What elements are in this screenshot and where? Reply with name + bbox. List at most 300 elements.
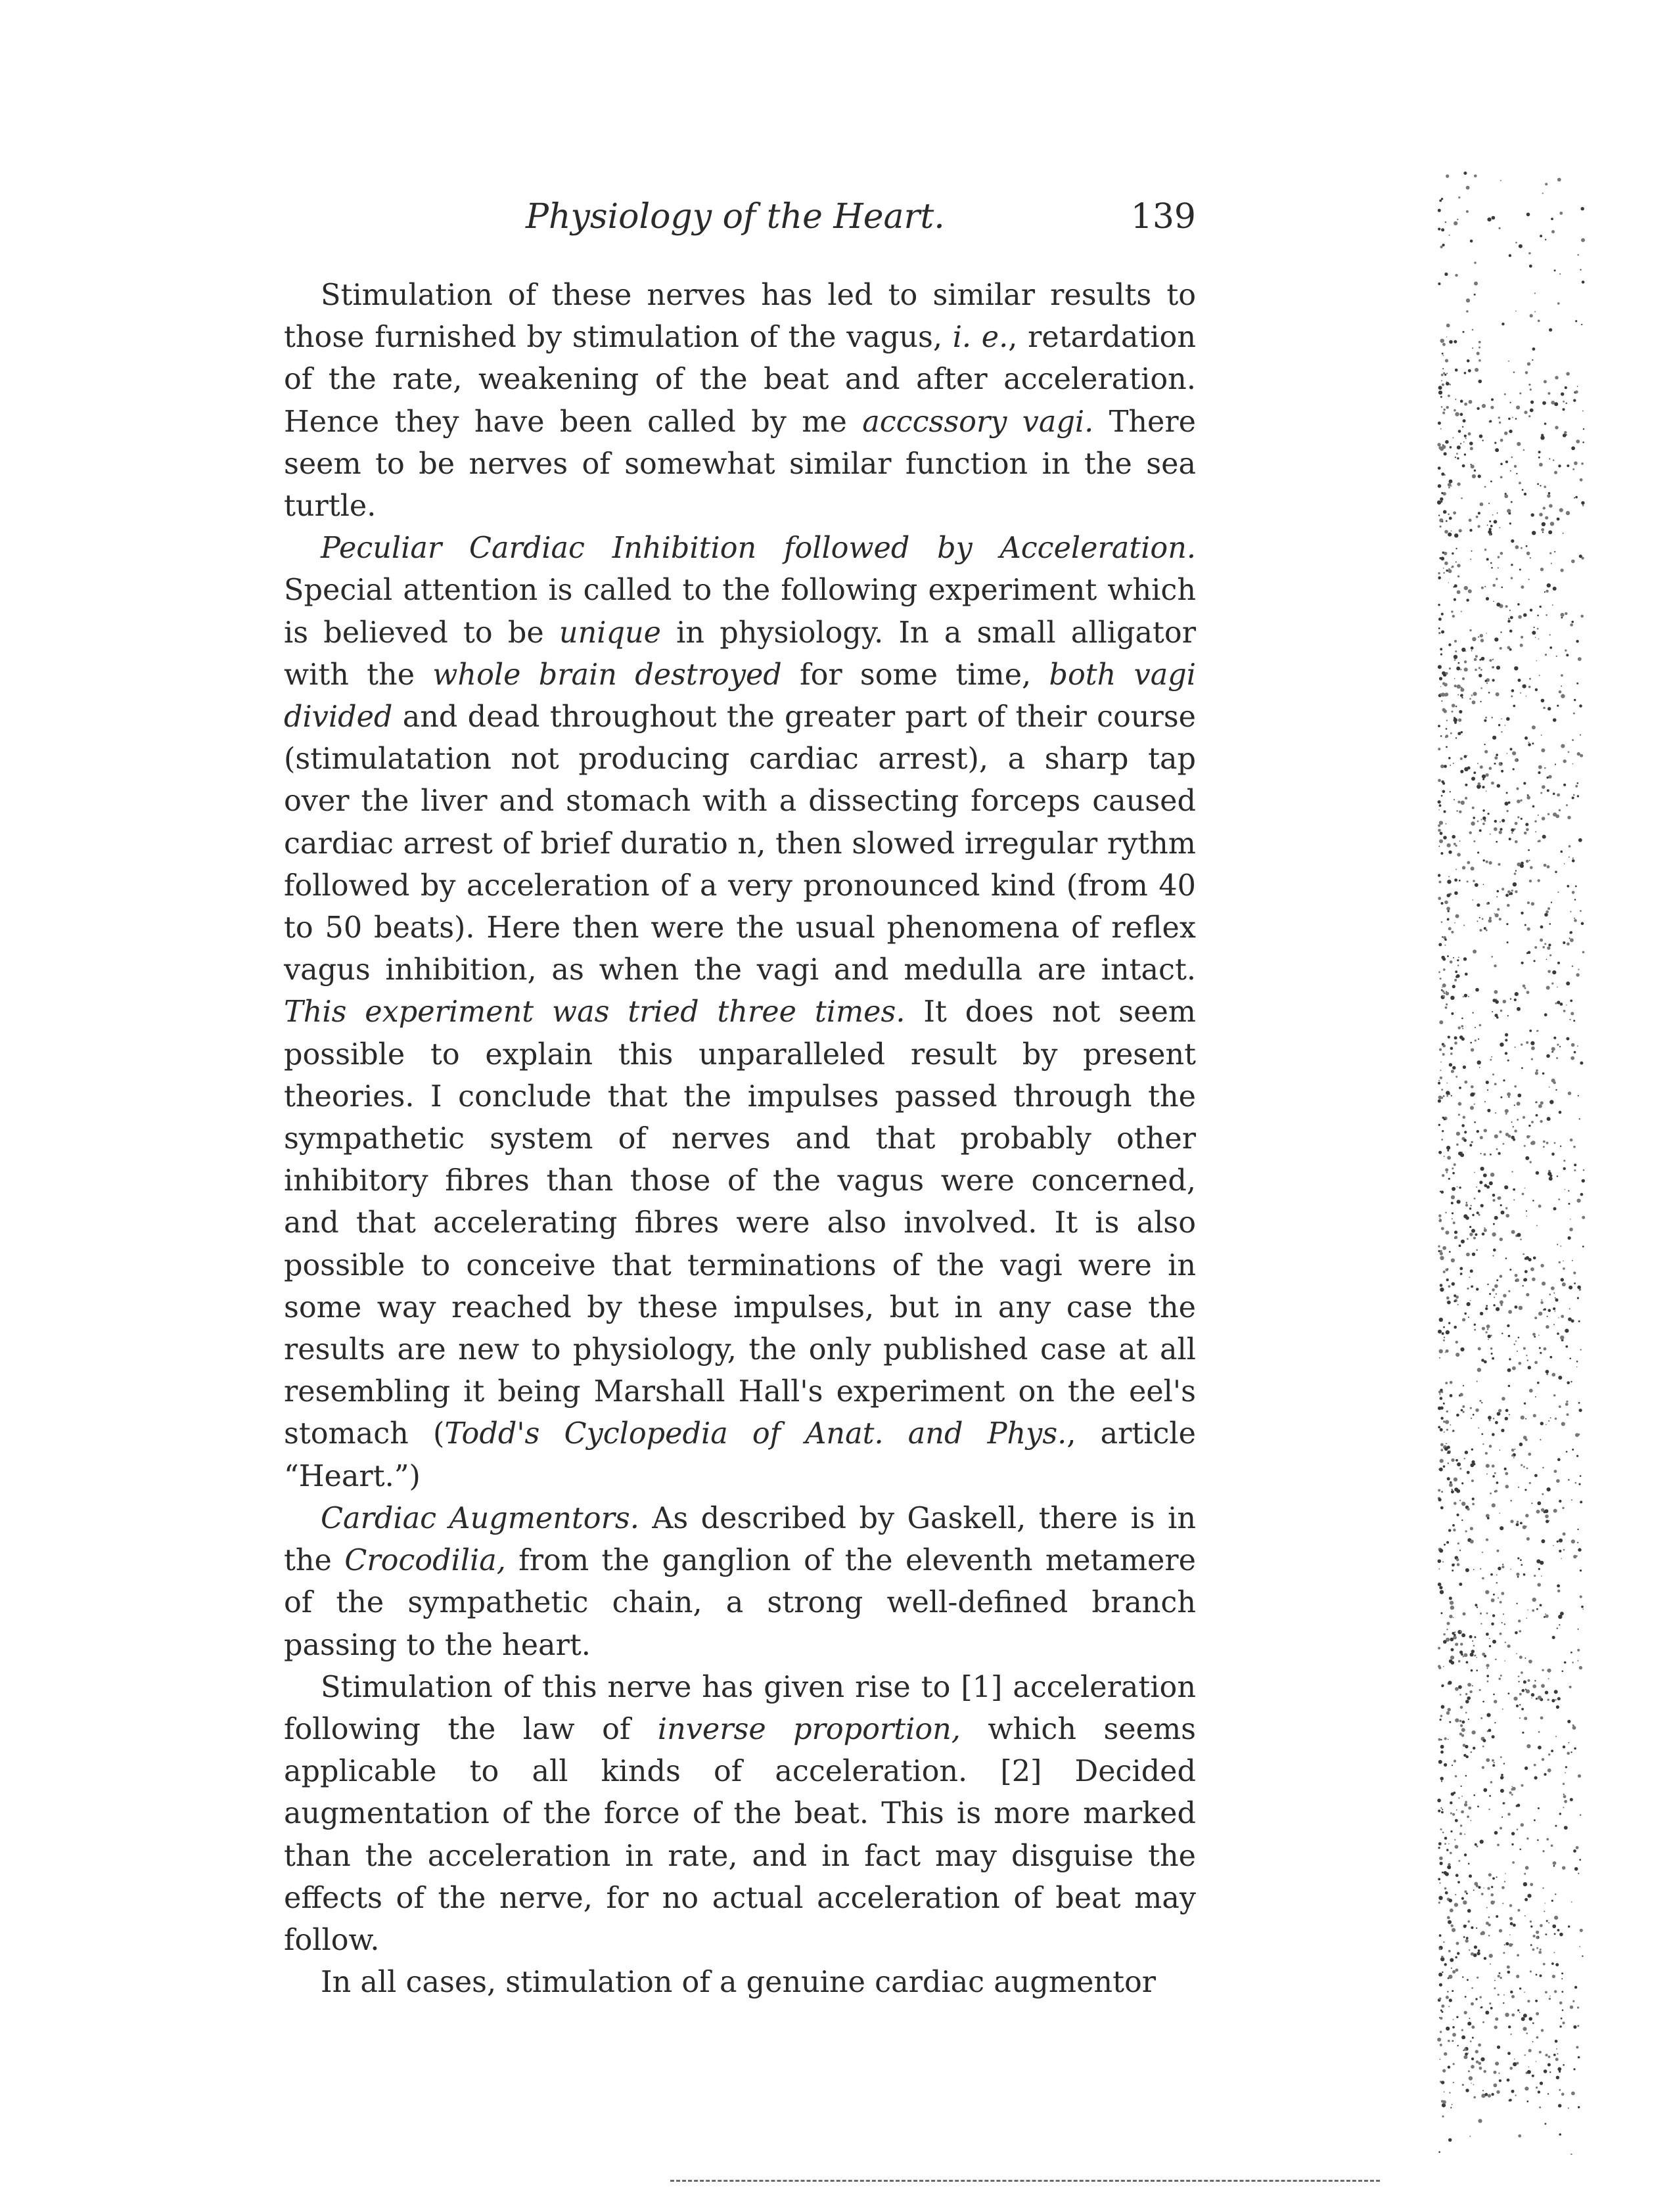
scan-speck bbox=[1446, 1996, 1449, 1999]
scan-speck bbox=[1560, 1336, 1564, 1340]
scan-speck bbox=[1442, 368, 1444, 369]
scan-speck bbox=[1469, 529, 1472, 531]
scan-speck bbox=[1450, 960, 1453, 964]
scan-speck bbox=[1506, 923, 1508, 925]
scan-speck bbox=[1480, 503, 1484, 507]
scan-speck bbox=[1486, 790, 1487, 792]
scan-speck bbox=[1508, 361, 1509, 362]
scan-speck bbox=[1465, 784, 1467, 786]
scan-speck bbox=[1450, 2107, 1452, 2108]
scan-speck bbox=[1478, 341, 1481, 344]
scan-speck bbox=[1439, 840, 1443, 844]
scan-speck bbox=[1488, 1873, 1492, 1876]
scan-speck bbox=[1530, 866, 1533, 869]
scan-speck bbox=[1489, 1181, 1493, 1185]
scan-speck bbox=[1478, 1039, 1479, 1040]
scan-speck bbox=[1523, 1116, 1525, 1119]
scan-speck bbox=[1575, 320, 1577, 322]
scan-speck bbox=[1462, 2084, 1464, 2086]
scan-speck bbox=[1471, 650, 1473, 652]
scan-speck bbox=[1502, 1709, 1503, 1710]
scan-speck bbox=[1486, 633, 1487, 634]
scan-speck bbox=[1520, 800, 1522, 801]
scan-speck bbox=[1463, 1116, 1465, 1119]
scan-speck bbox=[1448, 876, 1450, 877]
scan-speck bbox=[1496, 602, 1500, 606]
scan-speck bbox=[1570, 1056, 1574, 1060]
scan-speck bbox=[1482, 1766, 1484, 1769]
scan-speck bbox=[1452, 1218, 1453, 1219]
scan-speck bbox=[1483, 884, 1484, 885]
scan-speck bbox=[1476, 1186, 1477, 1188]
scan-speck bbox=[1523, 1681, 1526, 1684]
scan-speck bbox=[1505, 461, 1508, 463]
scan-speck bbox=[1438, 1245, 1440, 1247]
scan-speck bbox=[1468, 432, 1471, 436]
scan-speck bbox=[1438, 1583, 1442, 1587]
scan-speck bbox=[1438, 1099, 1441, 1102]
scan-speck bbox=[1491, 1623, 1494, 1626]
scan-speck bbox=[1499, 830, 1502, 834]
scan-speck bbox=[1471, 1926, 1473, 1929]
scan-speck bbox=[1446, 175, 1449, 178]
scan-speck bbox=[1490, 1493, 1492, 1495]
scan-speck bbox=[1445, 1891, 1448, 1895]
scan-speck bbox=[1564, 1826, 1568, 1830]
scan-speck bbox=[1559, 1624, 1560, 1625]
scan-speck bbox=[1526, 952, 1528, 954]
scan-speck bbox=[1539, 1347, 1541, 1349]
scan-speck bbox=[1529, 1029, 1532, 1032]
scan-speck bbox=[1488, 530, 1492, 534]
scan-speck bbox=[1472, 1253, 1475, 1256]
scan-speck bbox=[1486, 683, 1488, 684]
scan-speck bbox=[1547, 707, 1551, 710]
scan-speck bbox=[1446, 1083, 1448, 1084]
scan-speck bbox=[1478, 782, 1481, 786]
scan-speck bbox=[1444, 1763, 1447, 1767]
scan-speck bbox=[1440, 1777, 1444, 1780]
scan-speck bbox=[1447, 918, 1450, 920]
scan-speck bbox=[1552, 970, 1556, 974]
scan-speck bbox=[1487, 525, 1488, 526]
scan-speck bbox=[1582, 411, 1584, 412]
scan-speck bbox=[1454, 1294, 1456, 1297]
scan-speck bbox=[1503, 1614, 1504, 1615]
scan-speck bbox=[1492, 1073, 1494, 1075]
scan-speck bbox=[1443, 968, 1446, 971]
scan-speck bbox=[1472, 1730, 1476, 1734]
scan-speck bbox=[1492, 736, 1496, 740]
scan-speck bbox=[1525, 1514, 1528, 1517]
scan-speck bbox=[1474, 1329, 1476, 1331]
scan-speck bbox=[1530, 1161, 1532, 1163]
scan-speck bbox=[1471, 1286, 1473, 1288]
scan-speck bbox=[1480, 929, 1482, 932]
scan-speck bbox=[1501, 770, 1503, 773]
scan-speck bbox=[1476, 2060, 1479, 2064]
scan-speck bbox=[1534, 1474, 1538, 1478]
scan-speck bbox=[1577, 795, 1579, 797]
scan-speck bbox=[1472, 637, 1476, 641]
scan-speck bbox=[1501, 1774, 1503, 1776]
scan-speck bbox=[1506, 753, 1507, 754]
scan-speck bbox=[1440, 1745, 1444, 1749]
scan-speck bbox=[1478, 667, 1480, 669]
scan-speck bbox=[1518, 679, 1521, 682]
scan-speck bbox=[1515, 311, 1517, 312]
scan-speck bbox=[1469, 400, 1473, 404]
scan-speck bbox=[1540, 792, 1542, 794]
scan-speck bbox=[1480, 1840, 1484, 1843]
scan-speck bbox=[1482, 1653, 1485, 1656]
scan-speck bbox=[1448, 1285, 1451, 1288]
scan-speck bbox=[1522, 1732, 1524, 1734]
scan-speck bbox=[1473, 1237, 1476, 1240]
scan-speck bbox=[1558, 1376, 1562, 1380]
scan-speck bbox=[1474, 1324, 1476, 1326]
scan-speck bbox=[1561, 2018, 1563, 2020]
scan-speck bbox=[1574, 1051, 1576, 1054]
scan-speck bbox=[1442, 1832, 1444, 1834]
scan-speck bbox=[1501, 323, 1504, 325]
scan-speck bbox=[1545, 1614, 1546, 1615]
scan-speck bbox=[1532, 1333, 1536, 1336]
scan-speck bbox=[1549, 634, 1551, 635]
scan-speck bbox=[1484, 927, 1486, 930]
scan-speck bbox=[1531, 1698, 1532, 1699]
scan-speck bbox=[1468, 1317, 1469, 1318]
scan-speck bbox=[1555, 2040, 1558, 2043]
scan-speck bbox=[1464, 1890, 1467, 1893]
scan-speck bbox=[1535, 1102, 1536, 1103]
scan-speck bbox=[1523, 1347, 1526, 1350]
scan-speck bbox=[1512, 417, 1513, 418]
scan-speck bbox=[1440, 1612, 1442, 1614]
scan-speck bbox=[1558, 1198, 1560, 1200]
scan-speck bbox=[1459, 1500, 1461, 1501]
scan-speck bbox=[1452, 1172, 1455, 1175]
scan-speck bbox=[1505, 1207, 1507, 1209]
scan-speck bbox=[1496, 1915, 1498, 1918]
scan-speck bbox=[1548, 775, 1551, 779]
scan-speck bbox=[1458, 1943, 1459, 1944]
scan-speck bbox=[1497, 1412, 1501, 1416]
scan-speck bbox=[1559, 1405, 1561, 1408]
scan-speck bbox=[1477, 851, 1479, 853]
scan-speck bbox=[1486, 597, 1489, 600]
scan-speck bbox=[1492, 1255, 1494, 1256]
scan-speck bbox=[1523, 1525, 1526, 1529]
scan-speck bbox=[1441, 2081, 1444, 2084]
scan-speck bbox=[1542, 817, 1546, 821]
scan-speck bbox=[1452, 2026, 1455, 2029]
scan-speck bbox=[1486, 930, 1488, 932]
scan-speck bbox=[1500, 476, 1503, 479]
scan-speck bbox=[1499, 227, 1501, 229]
scan-speck bbox=[1549, 646, 1552, 649]
scan-speck bbox=[1504, 1468, 1507, 1470]
scan-speck bbox=[1566, 372, 1570, 376]
scan-speck bbox=[1521, 1708, 1524, 1711]
scan-speck bbox=[1536, 1931, 1539, 1934]
scan-speck bbox=[1502, 1564, 1503, 1565]
scan-speck bbox=[1555, 426, 1558, 429]
scan-speck bbox=[1474, 1945, 1477, 1949]
scan-speck bbox=[1517, 800, 1521, 803]
scan-speck bbox=[1514, 1343, 1516, 1345]
scan-speck bbox=[1440, 1828, 1442, 1830]
scan-speck bbox=[1439, 1857, 1443, 1861]
scan-speck bbox=[1536, 2087, 1538, 2088]
scan-speck bbox=[1528, 742, 1530, 743]
scan-speck bbox=[1464, 1131, 1467, 1133]
scan-speck bbox=[1549, 955, 1551, 957]
scan-speck bbox=[1539, 463, 1543, 466]
scan-speck bbox=[1528, 415, 1530, 417]
scan-speck bbox=[1496, 1550, 1499, 1552]
scan-speck bbox=[1454, 678, 1455, 679]
scan-speck bbox=[1454, 922, 1455, 924]
scan-speck bbox=[1484, 1129, 1487, 1132]
scan-speck bbox=[1573, 1849, 1576, 1853]
scan-speck bbox=[1457, 801, 1460, 803]
scan-speck bbox=[1450, 1908, 1454, 1912]
scan-speck bbox=[1444, 810, 1446, 813]
scan-speck bbox=[1456, 974, 1460, 978]
scan-speck bbox=[1456, 2016, 1458, 2018]
scan-speck bbox=[1508, 1692, 1510, 1694]
scan-speck bbox=[1459, 1087, 1461, 1089]
scan-speck bbox=[1496, 692, 1500, 696]
scan-speck bbox=[1521, 547, 1523, 549]
scan-speck bbox=[1461, 801, 1465, 805]
scan-speck bbox=[1542, 946, 1545, 949]
scan-speck bbox=[1507, 1093, 1511, 1096]
scan-speck bbox=[1505, 1039, 1507, 1041]
scan-speck bbox=[1476, 1249, 1478, 1251]
scan-speck bbox=[1443, 1045, 1446, 1047]
scan-speck bbox=[1515, 1274, 1518, 1277]
scan-speck bbox=[1551, 401, 1555, 405]
scan-speck bbox=[1534, 1680, 1536, 1681]
scan-speck bbox=[1481, 1931, 1485, 1935]
scan-speck bbox=[1492, 1464, 1495, 1468]
scan-speck bbox=[1549, 923, 1551, 925]
scan-speck bbox=[1573, 2025, 1576, 2029]
scan-speck bbox=[1523, 613, 1527, 617]
scan-speck bbox=[1574, 1748, 1576, 1750]
scan-speck bbox=[1530, 1970, 1532, 1972]
scan-speck bbox=[1547, 1487, 1551, 1491]
scan-speck bbox=[1498, 1994, 1500, 1996]
scan-speck bbox=[1524, 1717, 1527, 1720]
scan-speck bbox=[1522, 489, 1524, 491]
scan-speck bbox=[1451, 1202, 1454, 1204]
scan-speck bbox=[1446, 1003, 1448, 1005]
scan-speck bbox=[1536, 1947, 1538, 1949]
scan-speck bbox=[1438, 1151, 1442, 1154]
scan-speck bbox=[1494, 1083, 1497, 1085]
text-run: In all cases, stimulation of a genuine cardiac augmentor bbox=[321, 1966, 1157, 2000]
scan-speck bbox=[1445, 359, 1448, 362]
scan-speck bbox=[1465, 1996, 1467, 1998]
scan-speck bbox=[1531, 902, 1534, 905]
scan-speck bbox=[1547, 1669, 1551, 1673]
scan-speck bbox=[1509, 1269, 1511, 1271]
scan-speck bbox=[1438, 1902, 1440, 1904]
scan-speck bbox=[1528, 1453, 1531, 1456]
scan-speck bbox=[1475, 883, 1478, 887]
scan-speck bbox=[1504, 494, 1508, 498]
scan-speck bbox=[1458, 1152, 1462, 1156]
scan-speck bbox=[1565, 1189, 1566, 1190]
scan-speck bbox=[1444, 938, 1447, 941]
scan-speck bbox=[1507, 1813, 1510, 1815]
scan-speck bbox=[1444, 1432, 1445, 1433]
scan-speck bbox=[1461, 1795, 1463, 1797]
scan-speck bbox=[1441, 2004, 1444, 2008]
scan-speck bbox=[1483, 859, 1485, 861]
scan-speck bbox=[1444, 530, 1448, 534]
scan-speck bbox=[1465, 797, 1467, 800]
scan-speck bbox=[1444, 1544, 1446, 1546]
scan-speck bbox=[1546, 911, 1549, 914]
scan-speck bbox=[1490, 1335, 1492, 1337]
scan-speck bbox=[1479, 1181, 1482, 1184]
scan-speck bbox=[1536, 660, 1538, 662]
scan-speck bbox=[1498, 1597, 1499, 1598]
text-run: , retardation of the rate, weakening of the beat and after acceleration. Hence they have been called by me bbox=[284, 321, 1196, 439]
scan-speck bbox=[1464, 755, 1467, 758]
scan-speck bbox=[1477, 821, 1479, 823]
scan-speck bbox=[1447, 1991, 1448, 1993]
scan-speck bbox=[1514, 2058, 1515, 2060]
scan-speck bbox=[1439, 666, 1441, 667]
scan-speck bbox=[1439, 1468, 1443, 1472]
scan-speck bbox=[1451, 931, 1454, 934]
scan-speck bbox=[1557, 1929, 1560, 1931]
scan-speck bbox=[1475, 1039, 1477, 1041]
scan-speck bbox=[1494, 1135, 1498, 1139]
scan-speck bbox=[1446, 1331, 1450, 1335]
scan-speck bbox=[1448, 513, 1450, 515]
scan-speck bbox=[1546, 590, 1548, 593]
scan-speck bbox=[1536, 2012, 1539, 2016]
scan-speck bbox=[1461, 648, 1465, 652]
scan-speck bbox=[1482, 779, 1484, 780]
scan-speck bbox=[1510, 998, 1511, 999]
scan-speck bbox=[1491, 567, 1493, 569]
scan-speck bbox=[1462, 1976, 1463, 1977]
scan-speck bbox=[1513, 1199, 1515, 1200]
scan-speck bbox=[1524, 736, 1528, 740]
scan-speck bbox=[1463, 1411, 1465, 1413]
scan-speck bbox=[1482, 2090, 1484, 2091]
scan-speck bbox=[1471, 1093, 1475, 1096]
scan-speck bbox=[1551, 1079, 1555, 1083]
scan-speck bbox=[1465, 973, 1468, 976]
scan-speck bbox=[1457, 694, 1459, 695]
scan-speck bbox=[1538, 457, 1540, 459]
scan-speck bbox=[1536, 1510, 1540, 1514]
scan-speck bbox=[1559, 1550, 1561, 1552]
scan-speck bbox=[1554, 551, 1555, 553]
scan-speck bbox=[1513, 1139, 1515, 1141]
scan-speck bbox=[1517, 1007, 1521, 1011]
scan-speck bbox=[1547, 1117, 1551, 1121]
scan-speck bbox=[1457, 1563, 1460, 1566]
scan-speck bbox=[1484, 1184, 1487, 1187]
scan-speck bbox=[1521, 1043, 1523, 1045]
scan-speck bbox=[1495, 1659, 1497, 1661]
scan-speck bbox=[1533, 1257, 1536, 1260]
scan-speck bbox=[1463, 1924, 1467, 1928]
scan-speck bbox=[1452, 1569, 1454, 1571]
scan-speck bbox=[1470, 240, 1473, 243]
scan-speck bbox=[1521, 962, 1524, 964]
scan-speck bbox=[1442, 1246, 1446, 1250]
scan-speck bbox=[1440, 1459, 1444, 1463]
scan-speck bbox=[1459, 840, 1461, 842]
scan-speck bbox=[1555, 1003, 1557, 1004]
scan-speck bbox=[1537, 1583, 1541, 1587]
scan-speck bbox=[1439, 1934, 1442, 1937]
scan-speck bbox=[1444, 474, 1446, 476]
scan-speck bbox=[1438, 971, 1440, 973]
scan-speck bbox=[1466, 1202, 1467, 1204]
scan-speck bbox=[1551, 230, 1555, 233]
scan-speck bbox=[1538, 639, 1540, 640]
scan-speck bbox=[1488, 1416, 1492, 1420]
scan-speck bbox=[1548, 492, 1551, 495]
scan-speck bbox=[1491, 1056, 1492, 1058]
scan-speck bbox=[1540, 1301, 1543, 1304]
scan-speck bbox=[1442, 983, 1446, 987]
scan-speck bbox=[1454, 1326, 1457, 1329]
scan-speck bbox=[1504, 1185, 1508, 1189]
scan-speck bbox=[1478, 346, 1480, 348]
scan-speck bbox=[1547, 789, 1549, 792]
scan-speck bbox=[1477, 1845, 1478, 1847]
scan-speck bbox=[1478, 2119, 1482, 2123]
scan-speck bbox=[1521, 912, 1523, 914]
scan-speck bbox=[1456, 1514, 1459, 1516]
scan-speck bbox=[1559, 1539, 1563, 1543]
scan-speck bbox=[1454, 1839, 1455, 1840]
scan-speck bbox=[1443, 1465, 1446, 1468]
scan-speck bbox=[1456, 1558, 1459, 1562]
scan-speck bbox=[1477, 1368, 1481, 1372]
scan-speck bbox=[1552, 1975, 1555, 1978]
scan-speck bbox=[1509, 2099, 1512, 2102]
scan-speck bbox=[1490, 2007, 1493, 2010]
scan-speck bbox=[1530, 1926, 1532, 1928]
scan-speck bbox=[1526, 1617, 1527, 1619]
scan-speck bbox=[1499, 2073, 1500, 2074]
scan-speck bbox=[1440, 2044, 1442, 2046]
scan-speck bbox=[1455, 1968, 1459, 1972]
scan-speck bbox=[1577, 1649, 1580, 1652]
scan-speck bbox=[1461, 1786, 1462, 1787]
scan-speck bbox=[1458, 662, 1460, 664]
scan-speck bbox=[1533, 1935, 1536, 1937]
scan-speck bbox=[1452, 1167, 1454, 1169]
italic-run: both vagi divided bbox=[284, 658, 1196, 734]
scan-speck bbox=[1489, 1954, 1493, 1958]
scan-speck bbox=[1540, 485, 1541, 486]
scan-speck bbox=[1532, 2022, 1534, 2024]
